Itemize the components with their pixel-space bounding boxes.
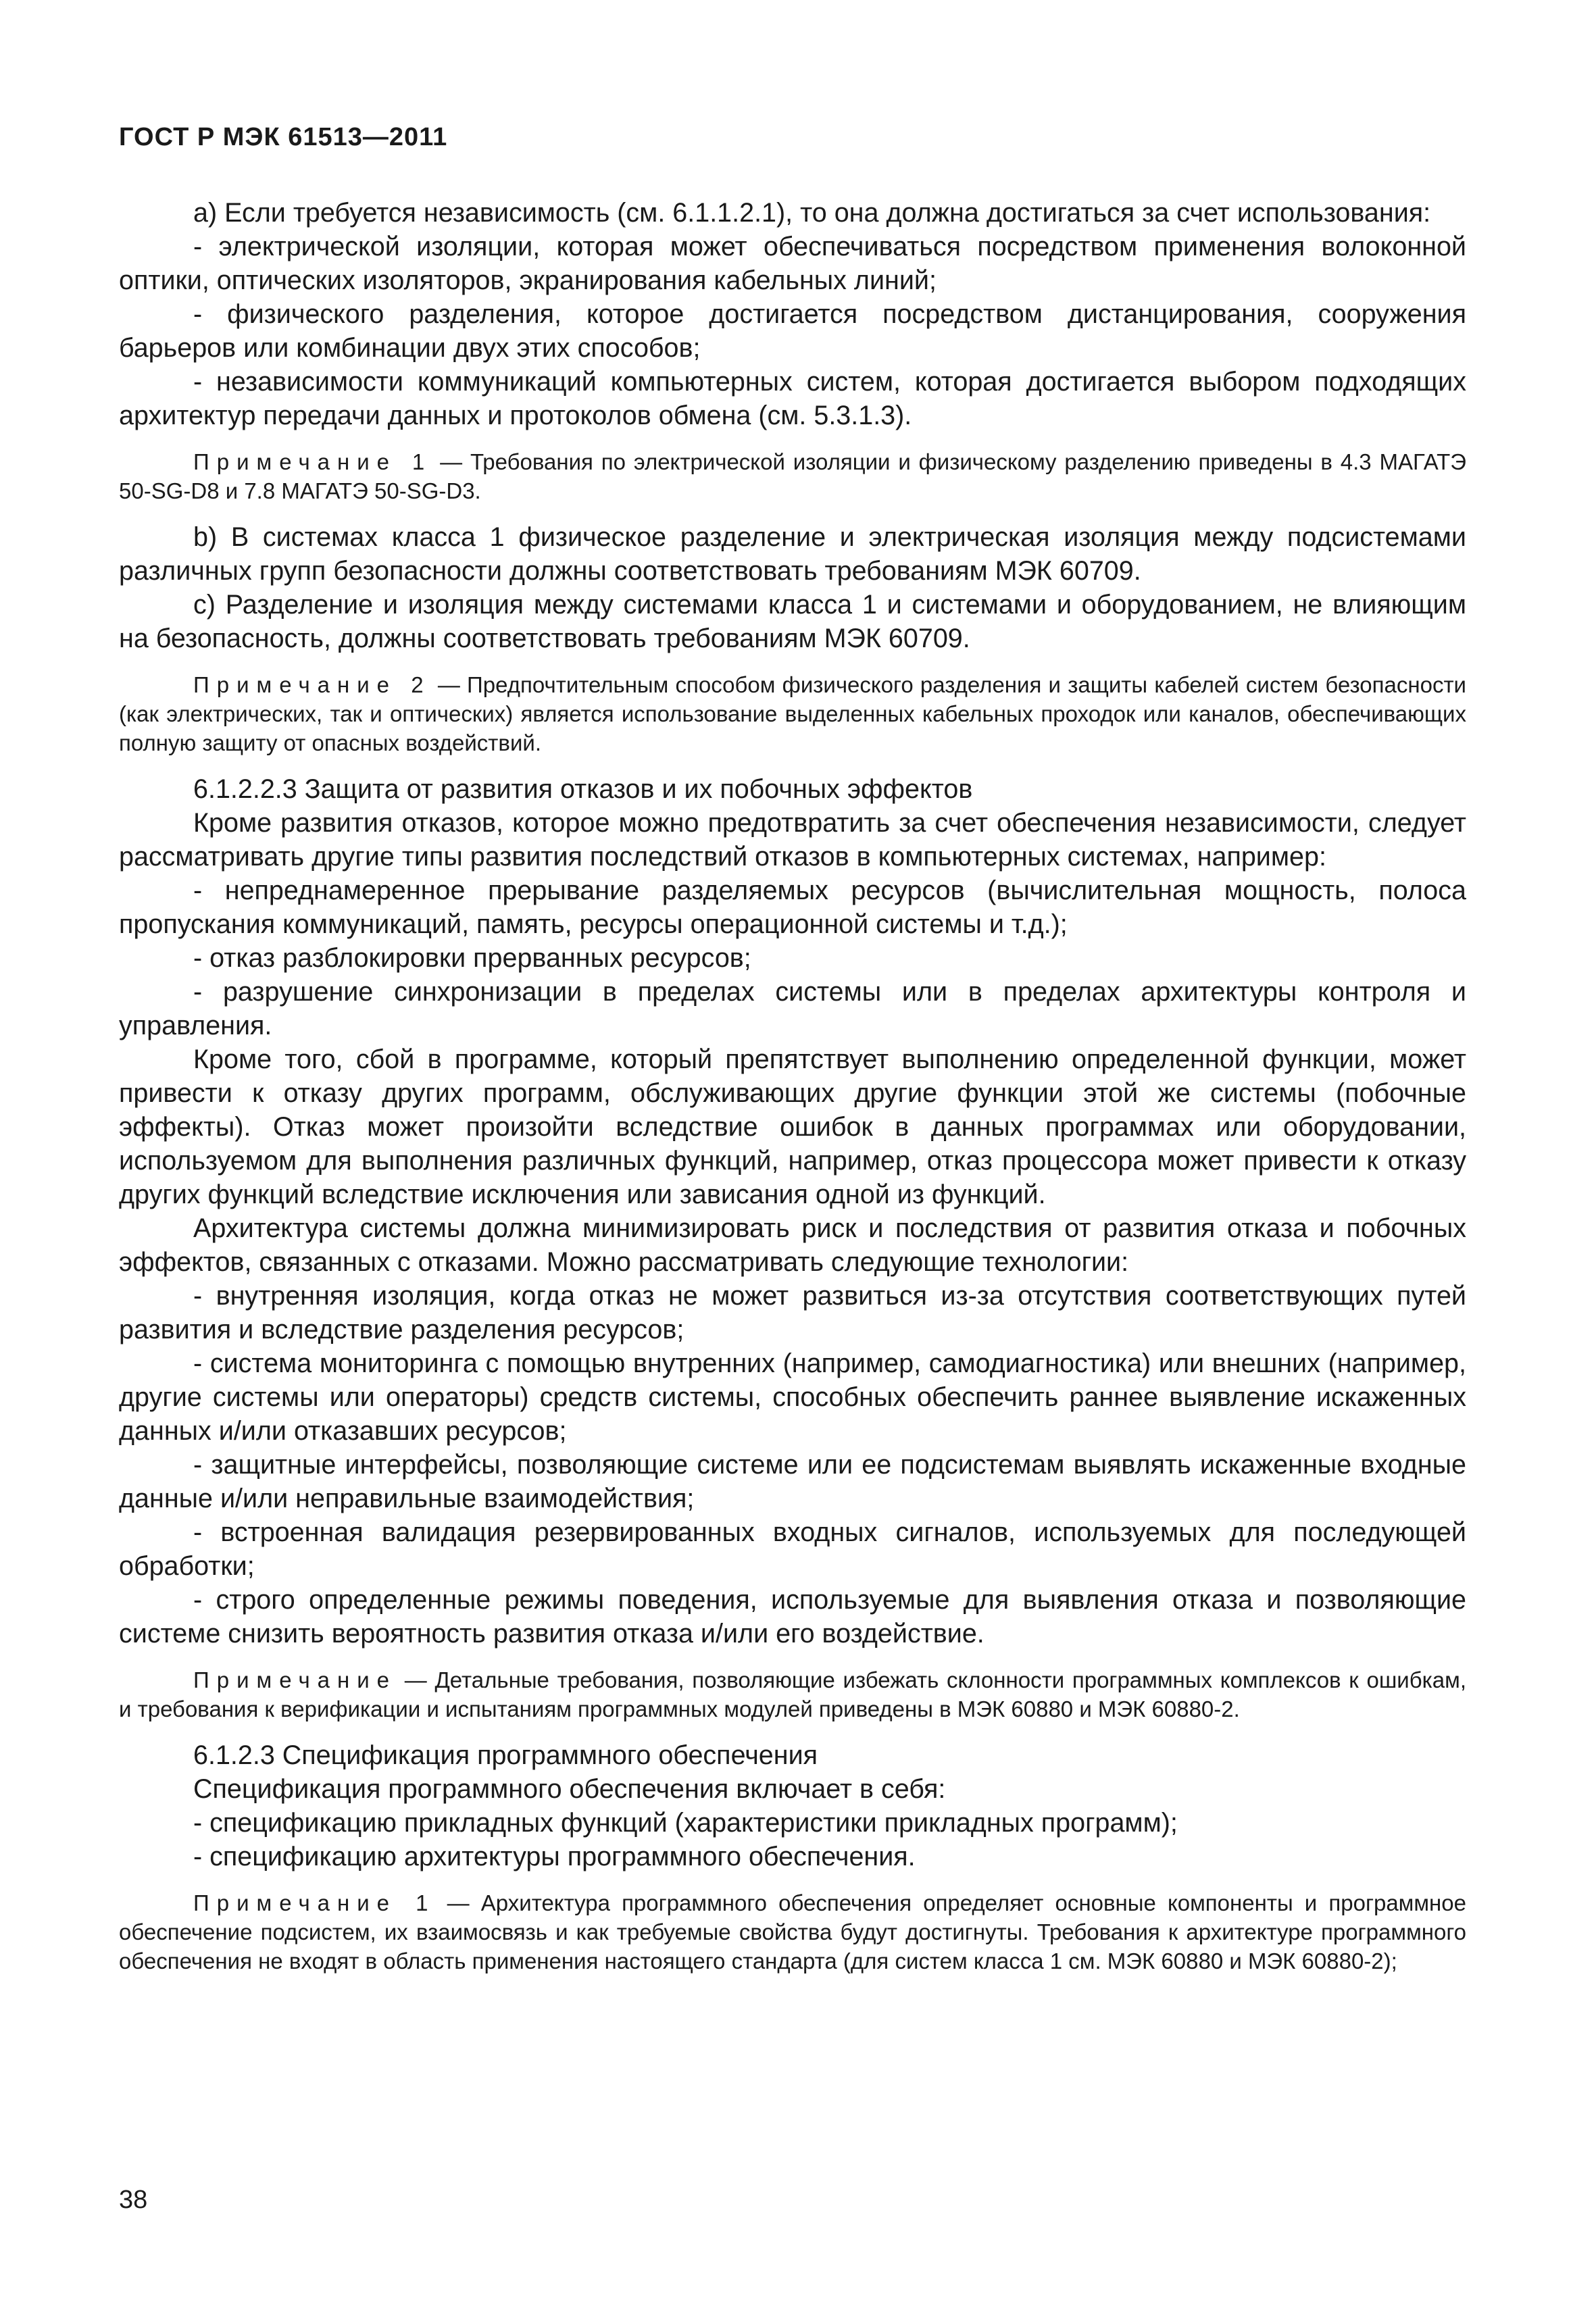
note-text: — Требования по электрической изоляции и физическому разделению приведены в 4.3 МАГАТЭ 50-SG-D8 и 7.8 МАГАТЭ 50-SG-D3.: [119, 449, 1466, 503]
list-item: - физического разделения, которое достигается посредством дистанцирования, сооружения барьеров или комбинации двух этих способов;: [119, 299, 1466, 363]
paragraph: а) Если требуется независимость (см. 6.1.1.2.1), то она должна достигаться за счет использования:: [193, 198, 1431, 228]
note-text: — Предпочтительным способом физического разделения и защиты кабелей систем безопасности (как электрических, так и оптических) является использование выделенных кабельных проходок или каналов, обеспечивающих полную защиту от опасных воздействий.: [119, 672, 1466, 755]
paragraph: Архитектура системы должна минимизировать риск и последствия от развития отказа и побочных эффектов, связанных с отказами. Можно рассматривать следующие технологии:: [119, 1213, 1466, 1277]
note-label: Примечание 1: [193, 1890, 436, 1915]
list-item: - непреднамеренное прерывание разделяемых ресурсов (вычислительная мощность, полоса пропускания коммуникаций, память, ресурсы операционной системы и т.д.);: [119, 876, 1466, 939]
section-heading: 6.1.2.3 Спецификация программного обеспечения: [193, 1740, 818, 1770]
list-item: - независимости коммуникаций компьютерных систем, которая достигается выбором подходящих архитектур передачи данных и протоколов обмена (см. 5.3.1.3).: [119, 367, 1466, 430]
paragraph: Спецификация программного обеспечения включает в себя:: [193, 1774, 946, 1804]
note: [119, 670, 1466, 757]
list-item: - электрической изоляции, которая может обеспечиваться посредством применения волоконной оптики, оптических изоляторов, экранирования кабельных линий;: [119, 232, 1466, 295]
list-item: - спецификацию прикладных функций (характеристики прикладных программ);: [193, 1808, 1178, 1838]
paragraph: b) В системах класса 1 физическое разделение и электрическая изоляция между подсистемами различных групп безопасности должны соответствовать требованиям МЭК 60709.: [119, 522, 1466, 586]
note: [119, 1665, 1466, 1724]
list-item: - защитные интерфейсы, позволяющие системе или ее подсистемам выявлять искаженные входные данные и/или неправильные взаимодействия;: [119, 1450, 1466, 1513]
paragraph: Кроме развития отказов, которое можно предотвратить за счет обеспечения независимости, следует рассматривать другие типы развития последствий отказов в компьютерных системах, например:: [119, 808, 1466, 872]
list-item: - разрушение синхронизации в пределах системы или в пределах архитектуры контроля и управления.: [119, 977, 1466, 1040]
note-label: Примечание: [193, 1667, 397, 1692]
page-number: 38: [119, 2186, 148, 2214]
list-item: - спецификацию архитектуры программного обеспечения.: [193, 1842, 916, 1871]
list-item: - встроенная валидация резервированных входных сигналов, используемых для последующей обработки;: [119, 1517, 1466, 1581]
note-text: — Архитектура программного обеспечения определяет основные компоненты и программное обеспечение подсистем, их взаимосвязь и как требуемые свойства будут достигнуты. Требования к архитектуре программного обеспечения не входят в область применения настоящего стандарта (для систем класса 1 см. МЭК 60880 и МЭК 60880-2);: [119, 1890, 1466, 1973]
note-label: Примечание 1: [193, 449, 432, 474]
note: [119, 1888, 1466, 1976]
note: [119, 447, 1466, 505]
document-header: ГОСТ Р МЭК 61513—2011: [119, 123, 448, 151]
note-label: Примечание 2: [193, 672, 431, 697]
list-item: - система мониторинга с помощью внутренних (например, самодиагностика) или внешних (например, другие системы или операторы) средств системы, способных обеспечить раннее выявление искаженных данных и/или отказавших ресурсов;: [119, 1349, 1466, 1446]
list-item: - строго определенные режимы поведения, используемые для выявления отказа и позволяющие системе снизить вероятность развития отказа и/или его воздействие.: [119, 1585, 1466, 1649]
list-item: - отказ разблокировки прерванных ресурсов;: [193, 943, 751, 973]
paragraph: Кроме того, сбой в программе, который препятствует выполнению определенной функции, может привести к отказу других программ, обслуживающих другие функции этой же системы (побочные эффекты). Отказ может произойти вследствие ошибок в данных программах или оборудовании, используемом для выполнения различных функций, например, отказ процессора может привести к отказу других функций вследствие исключения или зависания одной из функций.: [119, 1045, 1466, 1209]
paragraph: c) Разделение и изоляция между системами класса 1 и системами и оборудованием, не влияющим на безопасность, должны соответствовать требованиям МЭК 60709.: [119, 590, 1466, 653]
section-heading: 6.1.2.2.3 Защита от развития отказов и их побочных эффектов: [193, 774, 973, 804]
note-text: — Детальные требования, позволяющие избежать склонности программных комплексов к ошибкам, и требования к верификации и испытаниям программных модулей приведены в МЭК 60880 и МЭК 60880-2.: [119, 1667, 1466, 1721]
document-body: [119, 196, 1466, 1990]
list-item: - внутренняя изоляция, когда отказ не может развиться из-за отсутствия соответствующих путей развития и вследствие разделения ресурсов;: [119, 1281, 1466, 1344]
